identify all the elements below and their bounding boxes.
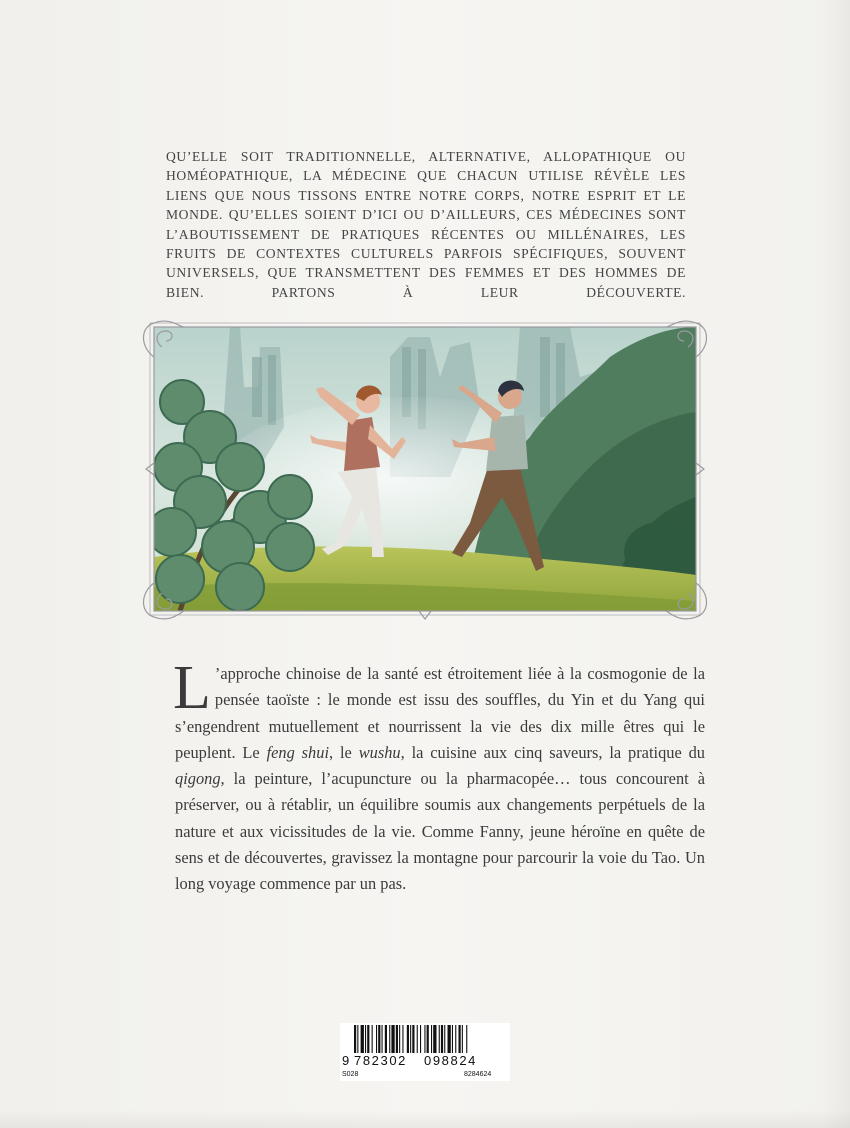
scene (148, 327, 696, 611)
barcode-bar (424, 1025, 425, 1053)
barcode-bar (441, 1025, 443, 1053)
page-bottom-shadow (0, 1110, 850, 1128)
barcode-bar (376, 1025, 377, 1053)
barcode-bar (367, 1025, 369, 1053)
intro-paragraph: QU’ELLE SOIT TRADITIONNELLE, ALTERNATIVE, ALLOPATHIQUE OU HOMÉOPATHIQUE, LA MÉDECINE QUE CHACUN UTILISE RÉVÈLE LES LIENS QUE NOUS TISSONS ENTRE NOTRE CORPS, NOTRE ESPRIT ET LE MONDE. QU’ELLES SOIENT D’ICI OU D’AILLEURS, CES MÉDECINES SONT L’ABOUTISSEMENT DE PRATIQUES RÉCENTES OU MILLÉNAIRES, LES FRUITS DE CONTEXTES CULTURELS PARFOIS SPÉCIFIQUES, SOUVENT UNIVERSELS, QUE TRANSMETTENT DES FEMMES ET DES HOMMES DE BIEN. PARTONS À LEUR DÉCOUVERTE. (166, 149, 686, 300)
barcode-bar (410, 1025, 411, 1053)
barcode-bar (354, 1025, 356, 1053)
barcode-bar (439, 1025, 440, 1053)
barcode-bar (444, 1025, 445, 1053)
paragraph-segment: , la peinture, l’acupuncture ou la pharmacopée… tous concourent à préserver, ou à rétablir, un équilibre soumis aux changements perpétuels de la nature et aux vicissitudes de la vie. Comme Fanny, jeune héroïne en quête de sens et de découvertes, gravissez la montagne pour parcourir la voie du Tao. Un long voyage commence par un pas. (175, 769, 705, 894)
barcode-bar (459, 1025, 461, 1053)
barcode-bar (452, 1025, 453, 1053)
barcode-group-1: 782302 (354, 1053, 407, 1068)
barcode-bar (389, 1025, 390, 1053)
barcode-bar (385, 1025, 387, 1053)
barcode-code-left: S028 (342, 1071, 359, 1078)
barcode-bar (357, 1025, 358, 1053)
barcode-bar (433, 1025, 436, 1053)
barcode-bar (455, 1025, 456, 1053)
page-edge-shadow (822, 0, 850, 1128)
barcode-bar (402, 1025, 403, 1053)
barcode-bar (466, 1025, 467, 1053)
barcode-bar (372, 1025, 373, 1053)
illustration-frame (140, 317, 710, 623)
barcode-graphic (340, 1023, 510, 1081)
barcode-group-2: 098824 (424, 1053, 477, 1068)
barcode-bar (396, 1025, 398, 1053)
barcode-prefix-digit: 9 (342, 1053, 350, 1068)
barcode-bar (462, 1025, 463, 1053)
barcode-bar (399, 1025, 400, 1053)
italic-term-wushu: wushu (358, 742, 401, 762)
barcode-bar (361, 1025, 364, 1053)
barcode-bar (448, 1025, 451, 1053)
drop-cap: L (173, 654, 211, 722)
barcode-bar (391, 1025, 394, 1053)
isbn-barcode (340, 1023, 510, 1081)
barcode-bar (365, 1025, 366, 1053)
barcode-bar (407, 1025, 409, 1053)
italic-term-feng-shui: feng shui (266, 742, 329, 762)
barcode-code-right: 8284624 (464, 1071, 492, 1078)
tai-chi-illustration (140, 317, 710, 623)
paragraph-segment: , le (329, 742, 359, 762)
paragraph-segment: ’approche chinoise de la santé est étroitement liée à la cosmogonie de la pensée taoïste : le monde est issu des souffles, du Yin et du Yang qui s’engendrent mutuellement et nourrissent la vie des dix mille êtres qui le peuplent. Le (175, 664, 705, 762)
barcode-bar (382, 1025, 383, 1053)
barcode-bar (427, 1025, 429, 1053)
barcode-bar (417, 1025, 418, 1053)
barcode-bar (412, 1025, 414, 1053)
italic-term-qigong: qigong (175, 769, 221, 789)
paragraph-segment: , la cuisine aux cinq saveurs, la pratique du (400, 742, 705, 762)
barcode-bar (431, 1025, 432, 1053)
main-paragraph (173, 654, 705, 898)
barcode-bar (420, 1025, 421, 1053)
barcode-bar (378, 1025, 380, 1053)
